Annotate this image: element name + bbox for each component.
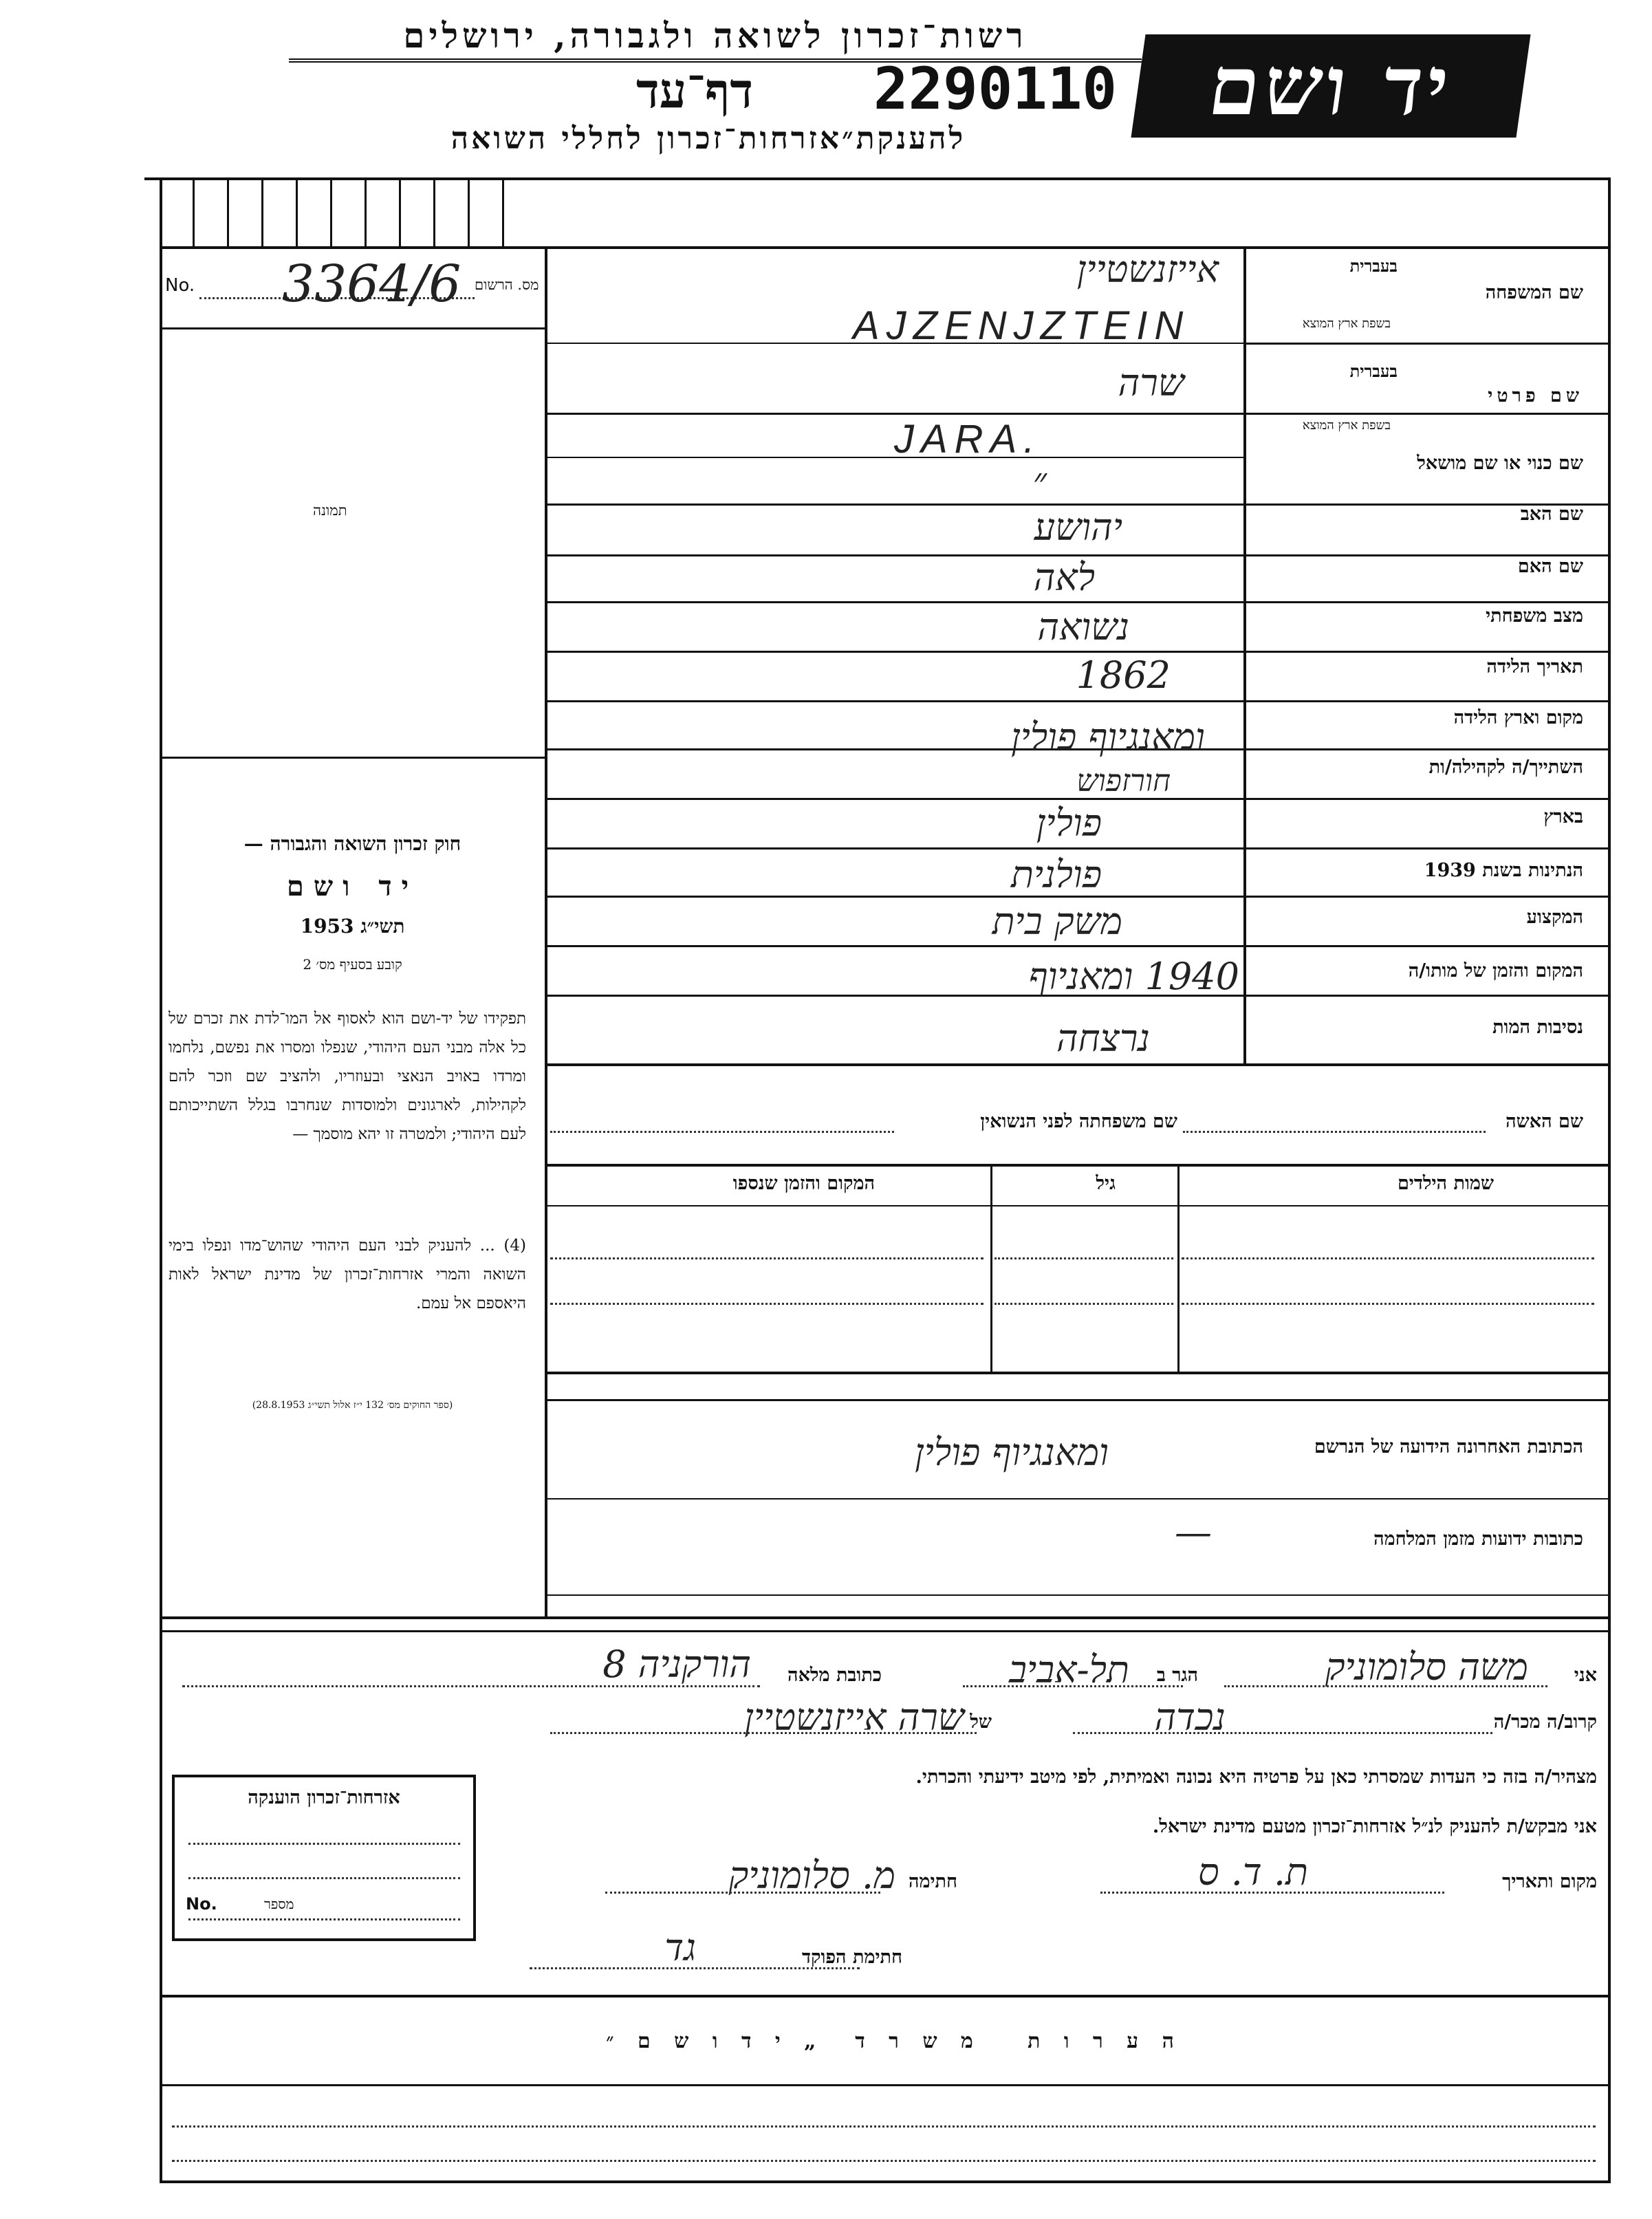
- children-table-bottom: [546, 1372, 1609, 1374]
- notes-top: [160, 1995, 1611, 1998]
- notes-line-2: [172, 2160, 1596, 2162]
- frame-bottom: [160, 2180, 1611, 2183]
- death-place-value: 1940 ומאניוף: [1028, 955, 1239, 998]
- form-number: 2290110: [873, 55, 1118, 122]
- community-value-2: חורזפוש: [1076, 764, 1171, 799]
- officer-signature-value: גד: [664, 1926, 696, 1969]
- death-place-label: המקום והזמן של מותו/ה: [1408, 960, 1583, 982]
- children-place-header: המקום והזמן שנספו: [732, 1173, 875, 1194]
- full-address-label: כתובת מלאה: [787, 1665, 882, 1686]
- relation-label: קרוב/ה מכר/ה: [1493, 1711, 1597, 1733]
- form-subtitle: להענקת״אזרחות־זכרון לחללי השואה: [450, 121, 966, 156]
- mother-label: שם האם: [1517, 556, 1583, 577]
- wife-dots: [1183, 1131, 1486, 1133]
- authority-title: רשות־זכרון לשואה ולגבורה, ירושלים: [289, 15, 1142, 63]
- label-column-divider: [1243, 248, 1246, 1065]
- law-year: תשי״ג 1953: [300, 915, 405, 938]
- statement-1: מצהיר/ה בזה כי העדות שמסרתי כאן על פרטיה היא נכונה ואמיתית, לפי מיטב ידיעתי והכרתי.: [915, 1766, 1597, 1788]
- frame-left: [160, 177, 162, 2183]
- first-name-hebrew-label: בעברית: [1349, 361, 1398, 381]
- law-title: חוק זכרון השואה והגבורה —: [243, 832, 461, 855]
- registration-label: מס. הרשום: [475, 277, 539, 293]
- photo-box-top: [160, 327, 546, 329]
- law-paragraph-1: תפקידו של יד-ושם הוא לאסוף אל המו־לדת את זכרם של כל אלה מבני העם היהודי, שנפלו ומסרו את נפשם, נלחמו ומרדו באויב הנאצי ובעוזריו, ולהציב שם וזכר להם לקהילות, לארגונים ולמוסדות שנחרבו בגלל השתייכותם לעם היהודי; ולמטרה זו יהא מוסמך —: [169, 1010, 526, 1143]
- law-citation: (ספר החוקים מס׳ 132 י״ז אלול תשי״ג 28.8.1953): [252, 1400, 453, 1411]
- death-circumstances-label: נסיבות המות: [1492, 1017, 1583, 1038]
- birth-date-value: 1862: [1076, 653, 1171, 697]
- law-paragraph-2: (4) ... להעניק לבני העם היהודי שהוש־מדו ונפלו בימי השואה והמרי אזרחות־זכרון של מדינת ישראל לאות היאספם אל עמם.: [169, 1237, 526, 1312]
- declarant-city: תל-אביב: [1008, 1648, 1129, 1691]
- of-dots: [550, 1732, 977, 1734]
- citizenship-granted-box: [172, 1775, 476, 1941]
- children-table-top: [546, 1164, 1609, 1167]
- signature-dots: [605, 1892, 880, 1894]
- citizenship-no-label: No.: [186, 1894, 217, 1914]
- form-title: דף־עד: [635, 62, 753, 119]
- address-top: [546, 1399, 1609, 1401]
- death-circumstances-value: נרצחה: [1056, 1017, 1150, 1060]
- community-value: ומאנגיוף פולין: [1010, 715, 1205, 759]
- father-value: יהושע: [1034, 506, 1122, 549]
- occupation-value: משק בית: [992, 900, 1122, 943]
- children-col-2: [1177, 1165, 1180, 1372]
- law-clause: קובע בסעיף מס׳ 2: [303, 956, 402, 973]
- signature-value: מ. סלומוניק: [728, 1854, 895, 1897]
- occupation-label: המקצוע: [1526, 907, 1583, 928]
- family-name-label: שם המשפחה: [1485, 282, 1583, 303]
- declarant-i-label: אני: [1574, 1665, 1597, 1686]
- marital-label: מצב משפחתי: [1486, 605, 1583, 627]
- family-name-hebrew-value: אייזנשטיין: [1076, 248, 1219, 291]
- children-names-header: שמות הילדים: [1397, 1173, 1494, 1194]
- registration-no-label: No.: [165, 275, 195, 296]
- address-bottom: [160, 1616, 1611, 1619]
- left-column-divider: [545, 248, 547, 1616]
- place-date-value: ת. ד. ס: [1197, 1850, 1308, 1894]
- place-date-label: מקום ותאריך: [1502, 1871, 1597, 1892]
- family-name-hebrew-label: בעברית: [1349, 256, 1398, 276]
- children-header-bottom: [546, 1205, 1609, 1206]
- mother-value: לאה: [1033, 556, 1095, 599]
- first-name-label: שם פרטי: [1488, 385, 1583, 407]
- law-name: יד ושם: [286, 870, 419, 902]
- birth-date-label: תאריך הלידה: [1486, 656, 1583, 678]
- logo-text: יד ושם: [1203, 38, 1459, 133]
- first-name-origin-value: JARA.: [894, 417, 1042, 462]
- relation-dots: [1073, 1732, 1492, 1734]
- relation-value: נכדה: [1154, 1696, 1226, 1739]
- last-address-value: ומאנגיוף פולין: [914, 1431, 1109, 1474]
- resident-label: הגר ב: [1156, 1665, 1198, 1686]
- first-name-hebrew-value: שרה: [1118, 361, 1184, 404]
- father-label: שם האב: [1520, 504, 1583, 525]
- family-name-origin-label: בשפת ארץ המוצא: [1302, 316, 1391, 331]
- country-value: פולין: [1036, 801, 1102, 845]
- photo-label: תמונה: [313, 502, 347, 519]
- country-label: בארץ: [1543, 806, 1583, 827]
- notes-line-1: [172, 2125, 1596, 2128]
- wartime-address-value: —: [1175, 1511, 1212, 1554]
- photo-box-bottom: [160, 757, 546, 759]
- registration-number: 3364/6: [282, 255, 461, 314]
- of-label: של: [970, 1711, 992, 1733]
- wife-label: שם האשה: [1506, 1111, 1583, 1132]
- last-address-label: הכתובת האחרונה הידועה של הנרשם: [1314, 1436, 1583, 1458]
- office-notes-title: ה ע ר ו ת מ ש ר ד „ י ד ו ש ם ״: [606, 2029, 1182, 2053]
- first-name-origin-label: בשפת ארץ המוצא: [1302, 418, 1391, 433]
- declarant-name: משה סלומוניק: [1325, 1645, 1528, 1689]
- statement-2: אני מבקש/ת להעניק לנ״ל אזרחות־זכרון מטעם מדינת ישראל.: [1152, 1816, 1597, 1837]
- notes-divider: [160, 2084, 1611, 2086]
- address-mid-1: [546, 1498, 1609, 1500]
- address-mid-2: [546, 1594, 1609, 1596]
- citizenship-value: פולנית: [1010, 853, 1102, 896]
- citizenship-label: הנתינות בשנת 1939: [1424, 860, 1583, 881]
- top-strip-divider: [160, 246, 1611, 249]
- maiden-name-label: שם משפחתה לפני הנשואין: [980, 1111, 1177, 1132]
- nickname-value: ״: [1032, 459, 1047, 503]
- community-label: השתייך/ה לקהילה/ות: [1428, 757, 1583, 778]
- officer-dots: [530, 1967, 860, 1969]
- birth-place-label: מקום וארץ הלידה: [1453, 707, 1583, 728]
- city-dots: [963, 1685, 1183, 1687]
- officer-signature-label: חתימת הפוקד: [802, 1947, 902, 1968]
- citizenship-granted-title: אזרחות־זכרון הוענקה: [248, 1787, 400, 1808]
- declarant-address: הורקניה 8: [602, 1643, 751, 1686]
- wartime-address-label: כתובות ידועות מזמן המלחמה: [1373, 1528, 1583, 1550]
- declaration-top: [160, 1630, 1611, 1632]
- frame-right: [1608, 177, 1611, 2183]
- family-name-origin-value: AJZENJZTEIN: [853, 303, 1191, 348]
- signature-label: חתימה: [908, 1871, 957, 1892]
- marital-value: נשואה: [1037, 605, 1129, 649]
- children-age-header: גיל: [1096, 1173, 1116, 1194]
- nickname-label: שם כנוי או שם מושאל: [1417, 453, 1583, 474]
- of-name: שרה אייזנשטיין: [744, 1696, 964, 1739]
- address-dots: [182, 1685, 760, 1687]
- maiden-dots: [550, 1131, 894, 1133]
- children-col-1: [990, 1165, 992, 1372]
- citizenship-number-label: מספר: [264, 1896, 294, 1912]
- yad-vashem-logo: [1131, 34, 1530, 138]
